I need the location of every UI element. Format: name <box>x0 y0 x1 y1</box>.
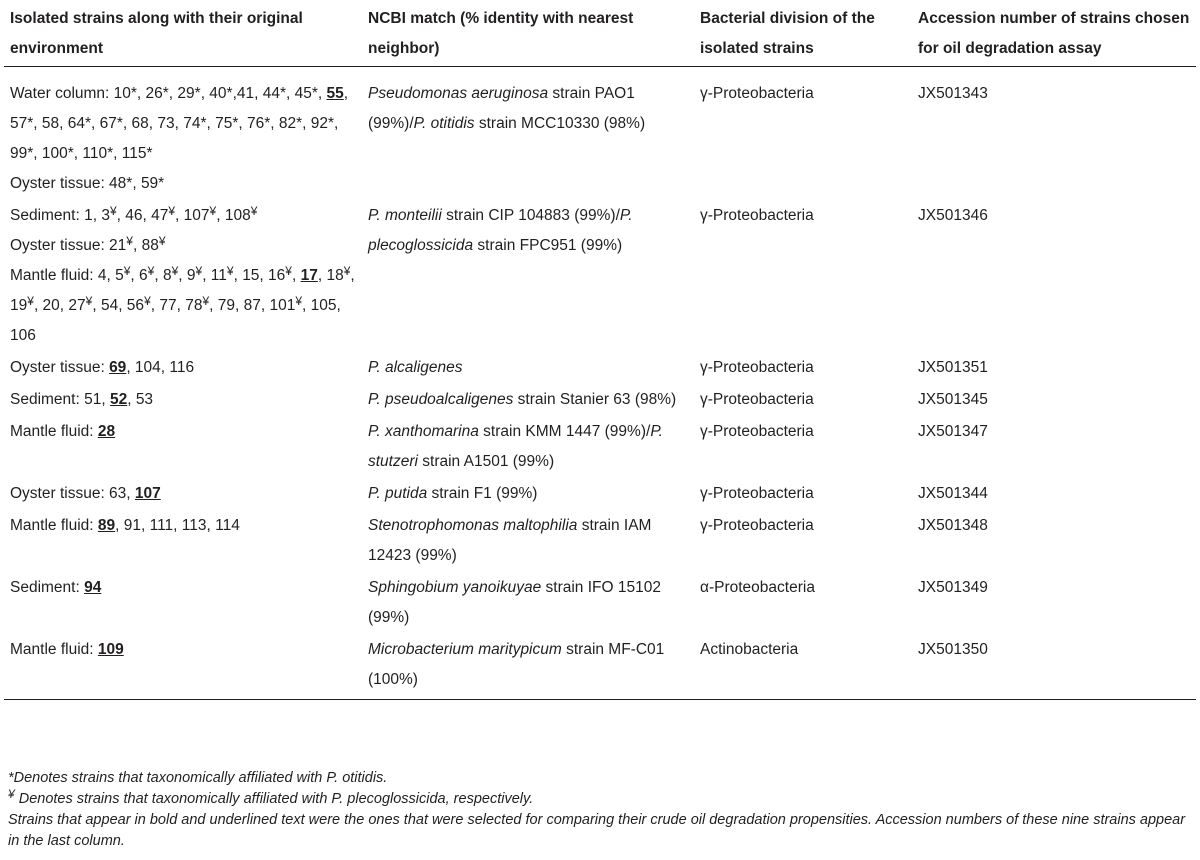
accession-cell: JX501345 <box>918 391 988 408</box>
environment-line <box>10 511 356 541</box>
ncbi-match-cell <box>362 573 694 635</box>
environment-line <box>10 169 356 199</box>
text-segment: strain IAM 12423 (99%) <box>368 517 652 564</box>
division-cell: Actinobacteria <box>694 635 912 700</box>
table-row <box>4 353 1196 385</box>
environment-line <box>10 353 356 383</box>
ncbi-match-cell <box>362 67 694 202</box>
text-segment: strain PAO1 (99%)/ <box>368 85 635 132</box>
ncbi-match-cell <box>362 353 694 385</box>
environment-cell <box>4 573 362 635</box>
text-segment: , 46, 47 <box>116 207 169 224</box>
text-segment: , 88 <box>132 237 159 254</box>
environment-cell <box>4 385 362 417</box>
species-name: P. putida <box>368 485 428 502</box>
plecoglossicida-marker: ¥ <box>147 264 155 278</box>
ncbi-match-cell <box>362 385 694 417</box>
accession-cell: JX501346 <box>918 207 988 224</box>
environment-cell <box>4 353 362 385</box>
selected-strain-id: 55 <box>326 85 344 102</box>
text-segment: , 57*, 58, 64*, 67*, 68, 73, 74*, 75*, 76*, 82*, 92*, 99*, 100*, 110*, 115* <box>10 85 349 162</box>
table-row <box>4 67 1196 202</box>
text-segment: , 108 <box>216 207 251 224</box>
plecoglossicida-marker: ¥ <box>158 234 166 248</box>
plecoglossicida-marker: ¥ <box>226 264 234 278</box>
text-segment: , <box>291 267 301 284</box>
plecoglossicida-marker: ¥ <box>109 204 117 218</box>
text-segment: , 15, 16 <box>233 267 286 284</box>
environment-cell <box>4 635 362 700</box>
footnote-line <box>8 810 1194 852</box>
environment-line <box>10 201 356 231</box>
plecoglossicida-marker: ¥ <box>85 294 93 308</box>
text-segment: , 20, 27 <box>33 297 86 314</box>
text-segment: Mantle fluid: <box>10 517 98 534</box>
text-segment: , 18 <box>317 267 344 284</box>
ncbi-match-cell <box>362 201 694 353</box>
text-segment: strain CIP 104883 (99%)/ <box>441 207 620 224</box>
division-cell: γ-Proteobacteria <box>700 359 814 376</box>
species-name: P. alcaligenes <box>368 359 463 376</box>
footnote-line <box>8 789 1194 810</box>
environment-cell <box>4 67 362 202</box>
header-ncbi-match: NCBI match (% identity with nearest neighbor) <box>362 0 694 67</box>
text-segment: Sediment: 1, 3 <box>10 207 110 224</box>
text-segment: strain A1501 (99%) <box>417 453 555 470</box>
plecoglossicida-marker: ¥ <box>209 204 217 218</box>
selected-strain-id: 89 <box>97 517 116 534</box>
accession-cell: JX501343 <box>918 85 988 102</box>
selected-strain-id: 28 <box>97 423 116 440</box>
species-name: P. plecoglossicida <box>368 207 633 254</box>
environment-cell <box>4 479 362 511</box>
selected-strain-id: 69 <box>109 359 127 376</box>
table-row <box>4 417 1196 479</box>
species-name: Microbacterium maritypicum <box>368 641 562 658</box>
text-segment: Oyster tissue: <box>10 359 110 376</box>
environment-line <box>10 385 356 415</box>
species-name: Sphingobium yanoikuyae <box>368 579 542 596</box>
text-segment: Mantle fluid: <box>10 423 98 440</box>
plecoglossicida-marker: ¥ <box>295 294 303 308</box>
ncbi-match-cell <box>362 417 694 479</box>
environment-line <box>10 79 356 169</box>
table-row <box>4 201 1196 353</box>
table-row <box>4 573 1196 635</box>
environment-cell <box>4 511 362 573</box>
plecoglossicida-marker: ¥ <box>202 294 210 308</box>
text-segment: , 9 <box>178 267 196 284</box>
plecoglossicida-marker: ¥ <box>144 294 151 308</box>
table-row <box>4 479 1196 511</box>
species-name: Stenotrophomonas maltophilia <box>368 517 578 534</box>
species-name: P. stutzeri <box>368 423 663 470</box>
environment-line <box>10 417 356 447</box>
text-segment: , 11 <box>202 267 227 284</box>
text-segment: Sediment: <box>10 579 85 596</box>
accession-cell: JX501351 <box>918 359 988 376</box>
text-segment: strain IFO 15102 (99%) <box>368 579 661 626</box>
text-segment: Mantle fluid: 4, 5 <box>10 267 124 284</box>
species-name: P. otitidis <box>413 115 475 132</box>
text-segment: strain F1 (99%) <box>427 485 538 502</box>
selected-strain-id: 17 <box>300 267 318 284</box>
text-segment: Oyster tissue: 48*, 59* <box>10 175 165 192</box>
environment-line <box>10 261 356 351</box>
table-body <box>4 67 1196 700</box>
table-row <box>4 385 1196 417</box>
division-cell: γ-Proteobacteria <box>700 391 814 408</box>
table-footnotes <box>8 768 1194 852</box>
environment-line <box>10 231 356 261</box>
environment-line <box>10 573 356 603</box>
plecoglossicida-marker: ¥ <box>250 204 258 218</box>
text-segment: , 105, 106 <box>10 297 341 344</box>
accession-cell: JX501349 <box>918 579 988 596</box>
plecoglossicida-marker: ¥ <box>171 264 179 278</box>
text-segment: strain MCC10330 (98%) <box>474 115 646 132</box>
table-header <box>4 0 1196 67</box>
text-segment: Sediment: 51, <box>10 391 110 408</box>
text-segment: , 107 <box>175 207 210 224</box>
species-name: Pseudomonas aeruginosa <box>368 85 549 102</box>
environment-line <box>10 635 356 665</box>
species-name: P. xanthomarina <box>368 423 479 440</box>
text-segment: Oyster tissue: 21 <box>10 237 127 254</box>
species-name: P. pseudoalcaligenes <box>368 391 514 408</box>
selected-strain-id: 107 <box>134 485 161 502</box>
text-segment: , 8 <box>154 267 172 284</box>
text-segment: , 19 <box>10 267 355 314</box>
division-cell: γ-Proteobacteria <box>700 207 814 224</box>
header-isolated-strains: Isolated strains along with their original environment <box>4 0 362 67</box>
header-bacterial-division: Bacterial division of the isolated strains <box>694 0 912 67</box>
division-cell: γ-Proteobacteria <box>700 517 814 534</box>
header-accession-number: Accession number of strains chosen for oil degradation assay <box>912 0 1196 67</box>
text-segment: Denotes strains that taxonomically affiliated with P. plecoglossicida, respectively. <box>14 791 534 807</box>
accession-cell: JX501350 <box>912 635 1196 700</box>
ncbi-match-cell <box>362 479 694 511</box>
selected-strain-id: 109 <box>97 641 124 658</box>
text-segment: , 77, 78 <box>150 297 203 314</box>
accession-cell: JX501347 <box>918 423 988 440</box>
environment-cell <box>4 417 362 479</box>
table-row <box>4 635 1196 700</box>
text-segment: , 79, 87, 101 <box>209 297 296 314</box>
accession-cell: JX501348 <box>918 517 988 534</box>
division-cell: γ-Proteobacteria <box>700 423 814 440</box>
plecoglossicida-marker: ¥ <box>123 264 131 278</box>
text-segment: Mantle fluid: <box>10 641 98 658</box>
accession-cell: JX501344 <box>918 485 988 502</box>
ncbi-match-cell <box>362 635 694 700</box>
environment-line <box>10 479 356 509</box>
strain-table-container <box>4 0 1196 700</box>
text-segment: , 53 <box>127 391 154 408</box>
division-cell: γ-Proteobacteria <box>700 485 814 502</box>
plecoglossicida-marker: ¥ <box>27 294 34 308</box>
footnote-line <box>8 768 1194 789</box>
plecoglossicida-marker: ¥ <box>126 234 133 248</box>
text-segment: , 91, 111, 113, 114 <box>115 517 240 534</box>
strain-table <box>4 0 1196 700</box>
text-segment: strain KMM 1447 (99%)/ <box>478 423 651 440</box>
text-segment: Strains that appear in bold and underlined text were the ones that were selected for comparing their crude oil degradation propensities. Accession numbers of these nine strains appear in the last column. <box>8 812 1186 849</box>
plecoglossicida-marker: ¥ <box>8 787 15 801</box>
selected-strain-id: 94 <box>84 579 102 596</box>
environment-cell <box>4 201 362 353</box>
plecoglossicida-marker: ¥ <box>285 264 292 278</box>
table-row <box>4 511 1196 573</box>
text-segment: Water column: 10*, 26*, 29*, 40*,41, 44*, 45*, <box>10 85 327 102</box>
selected-strain-id: 52 <box>109 391 128 408</box>
plecoglossicida-marker: ¥ <box>343 264 351 278</box>
species-name: P. monteilii <box>368 207 442 224</box>
text-segment: strain Stanier 63 (98%) <box>513 391 677 408</box>
text-segment: *Denotes strains that taxonomically affiliated with P. otitidis. <box>8 770 388 786</box>
text-segment: , 6 <box>130 267 148 284</box>
plecoglossicida-marker: ¥ <box>168 204 176 218</box>
division-cell: α-Proteobacteria <box>700 579 815 596</box>
text-segment: , 104, 116 <box>126 359 195 376</box>
text-segment: Oyster tissue: 63, <box>10 485 135 502</box>
plecoglossicida-marker: ¥ <box>195 264 203 278</box>
text-segment: strain MF-C01 (100%) <box>368 641 665 688</box>
division-cell: γ-Proteobacteria <box>700 85 814 102</box>
text-segment: strain FPC951 (99%) <box>473 237 623 254</box>
text-segment: , 54, 56 <box>92 297 145 314</box>
header-row <box>4 0 1196 67</box>
ncbi-match-cell <box>362 511 694 573</box>
